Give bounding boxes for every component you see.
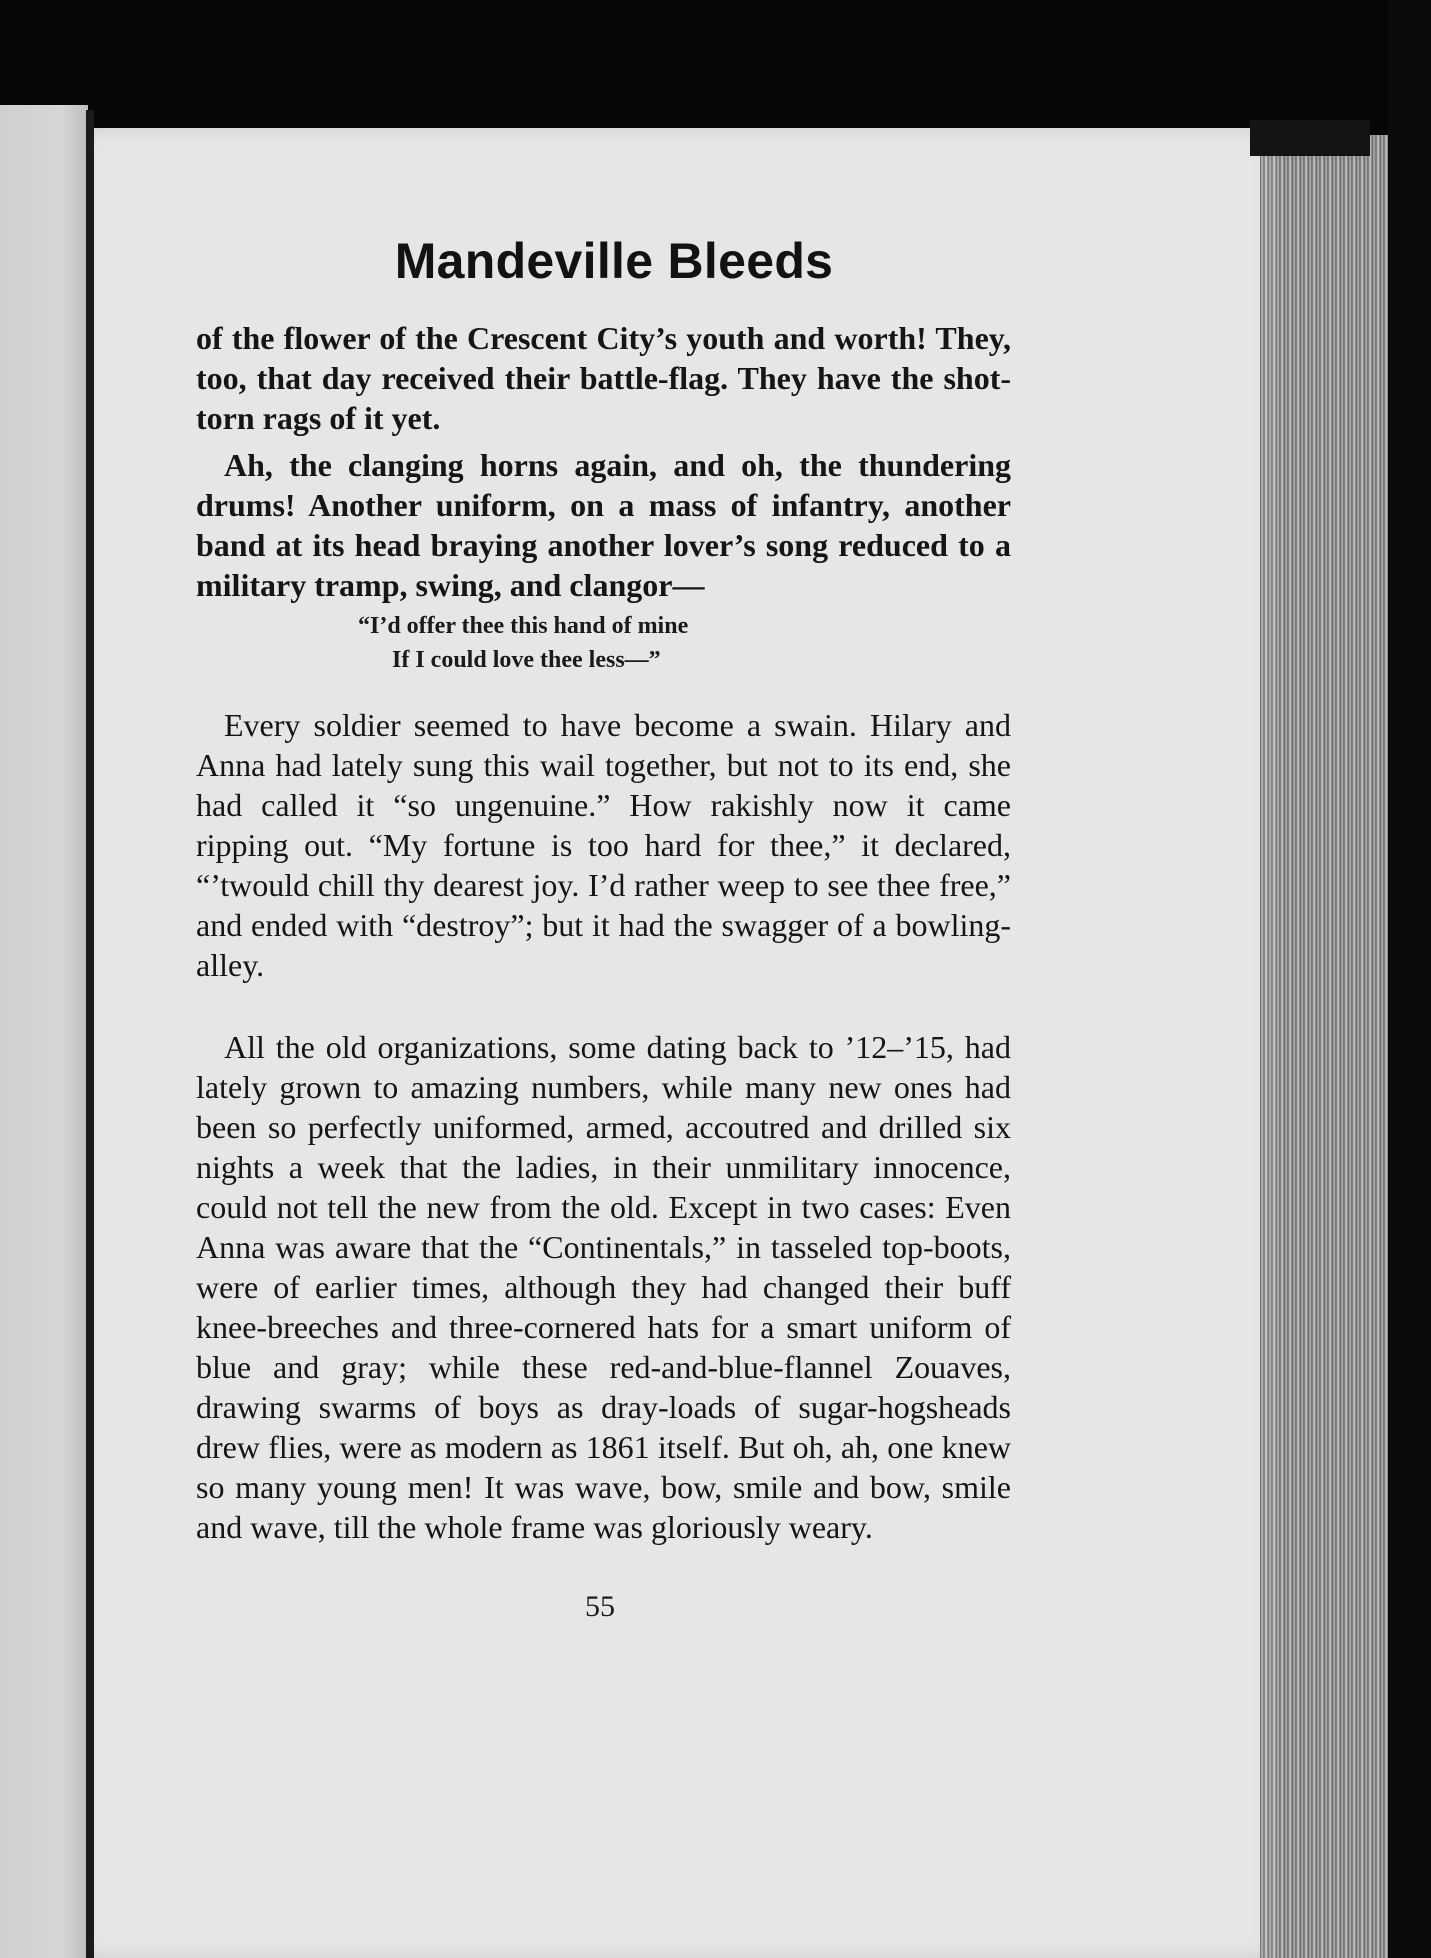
binding-shadow [1250, 120, 1370, 156]
paragraph-4: All the old organizations, some dating back to ’12–’15, had lately grown to amazing numbers, while many new ones had been so perfectly uniformed, armed, accoutred and drilled six nights a week that the ladies, in their unmilitary innocence, could not tell the new from the old. Except in two cases: Even Anna was aware that the “Continentals,” in tasseled top-boots, were of earlier times, although they had changed their buff knee-breeches and three-cornered hats for a smart uniform of blue and gray; while these red-and-blue-flannel Zouaves, drawing swarms of boys as dray-loads of sugar-hogsheads drew flies, were as modern as 1861 itself. But oh, ah, one knew so many young men! It was wave, bow, smile and bow, smile and wave, till the whole frame was gloriously weary. [196, 1029, 1011, 1545]
facing-page-edge [0, 105, 88, 1958]
paragraph-1: of the flower of the Crescent City’s youth and worth! They, too, that day received their battle-flag. They have the shot-torn rags of it yet. [196, 320, 1011, 436]
paragraph-3: Every soldier seemed to have become a swain. Hilary and Anna had lately sung this wail together, but not to its end, she had called it “so ungenuine.” How rakishly now it came ripping out. “My fortune is too hard for thee,” it declared, “’twould chill thy dearest joy. I’d rather weep to see thee free,” and ended with “destroy”; but it had the swagger of a bowling-alley. [196, 707, 1011, 983]
paragraph-2: Ah, the clanging horns again, and oh, the thundering drums! Another uniform, on a mass of infantry, another band at its head braying another lover’s song reduced to a military tramp, swing, and clangor— [196, 447, 1011, 603]
page-stack-edge [1260, 135, 1390, 1958]
page-number: 55 [585, 1590, 615, 1623]
book-gutter [86, 110, 94, 1958]
verse-line-2: If I could love thee less—” [392, 647, 661, 673]
running-head: Mandeville Bleeds [394, 233, 834, 289]
verse-line-1: “I’d offer thee this hand of mine [358, 613, 689, 639]
scan-border-right [1388, 0, 1431, 1958]
